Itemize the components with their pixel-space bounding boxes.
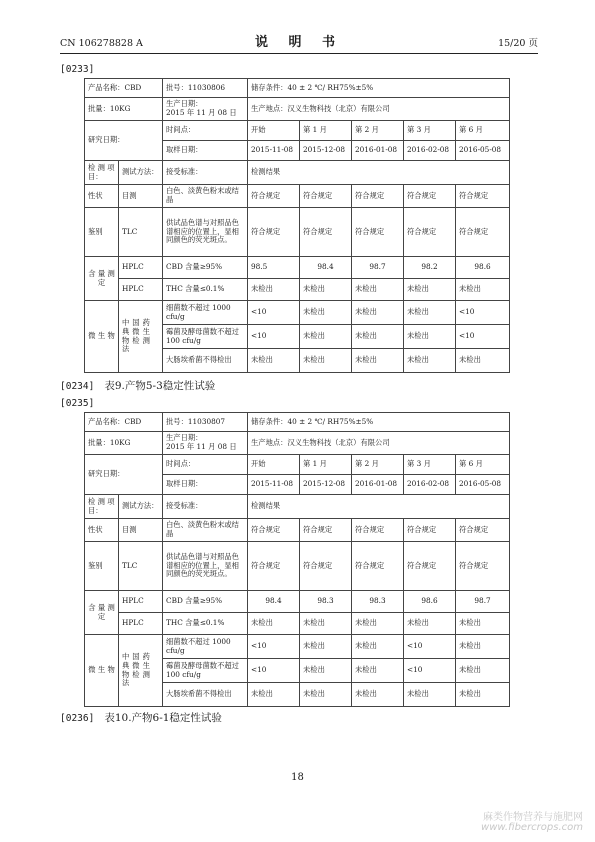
page-info: 15/20 页: [498, 38, 538, 49]
table-caption: 表10.产物6-1稳定性试验: [104, 712, 222, 724]
study-date-label: 研究日期：: [85, 121, 163, 161]
result-cell: 未检出: [352, 659, 404, 683]
appearance-standard: 白色、淡黄色粉末或结晶: [163, 185, 248, 208]
result-cell: 未检出: [248, 613, 300, 635]
result-cell: 符合规定: [300, 208, 352, 257]
result-cell: 未检出: [300, 635, 352, 659]
result-cell: 98.2: [404, 257, 456, 279]
page-header: [60, 30, 538, 54]
tlc-standard: 供试品色谱与对照品色谱相应的位置上，显相同颜色的荧光斑点。: [163, 208, 248, 257]
table-row: [85, 591, 510, 613]
sample-date-cell: 2015-12-08: [300, 141, 352, 161]
result-cell: 98.6: [404, 591, 456, 613]
page-number: 18: [291, 772, 304, 783]
thc-standard: THC 含量≤0.1%: [163, 279, 248, 301]
sample-date-cell: 2015-11-08: [248, 475, 300, 495]
sample-date-cell: 2016-02-08: [404, 475, 456, 495]
result-cell: 符合规定: [456, 519, 510, 542]
pharmacopoeia-method: 中国药典微生物检测法: [119, 301, 163, 373]
bacteria-standard: 细菌数不超过 1000 cfu/g: [163, 635, 248, 659]
table-row: [85, 432, 510, 455]
result-cell: 未检出: [300, 279, 352, 301]
batch-number-cell: 批号：11030806: [163, 79, 248, 98]
hplc-method: HPLC: [119, 257, 163, 279]
test-method-label: 测试方法：: [119, 495, 163, 519]
result-cell: 符合规定: [404, 185, 456, 208]
result-cell: 未检出: [300, 301, 352, 325]
result-cell: 符合规定: [352, 208, 404, 257]
table-row: [85, 121, 510, 141]
mold-standard: 霉菌及酵母菌数不超过 100 cfu/g: [163, 325, 248, 349]
production-date-cell: [163, 432, 248, 455]
test-result-label: 检测结果: [248, 161, 510, 185]
storage-condition-cell: 储存条件：40 ± 2 ℃/ RH75%±5%: [248, 413, 510, 432]
time-point-cell: 开始: [248, 455, 300, 475]
result-cell: 98.7: [352, 257, 404, 279]
study-date-label: 研究日期：: [85, 455, 163, 495]
result-cell: 符合规定: [248, 519, 300, 542]
production-location-cell: 生产地点：汉义生物科技（北京）有限公司: [248, 432, 510, 455]
result-cell: 符合规定: [300, 519, 352, 542]
identification-label: 鉴别: [85, 542, 119, 591]
identification-label: 鉴别: [85, 208, 119, 257]
result-cell: 符合规定: [352, 519, 404, 542]
result-cell: 未检出: [352, 301, 404, 325]
cbd-standard: CBD 含量≥95%: [163, 591, 248, 613]
result-cell: 未检出: [404, 301, 456, 325]
accept-standard-label: 接受标准：: [163, 495, 248, 519]
table-row: [85, 79, 510, 98]
table-row: [85, 161, 510, 185]
result-cell: 符合规定: [404, 519, 456, 542]
result-cell: 符合规定: [456, 185, 510, 208]
time-point-cell: 第 2 月: [352, 455, 404, 475]
paragraph-0233: [0233]: [60, 64, 95, 75]
tlc-method: TLC: [119, 542, 163, 591]
visual-method: 目测: [119, 185, 163, 208]
time-point-cell: 第 2 月: [352, 121, 404, 141]
ecoli-standard: 大肠埃希菌不得检出: [163, 683, 248, 707]
result-cell: 符合规定: [248, 542, 300, 591]
ecoli-standard: 大肠埃希菌不得检出: [163, 349, 248, 373]
result-cell: 未检出: [404, 613, 456, 635]
result-cell: 未检出: [300, 349, 352, 373]
result-cell: 未检出: [248, 279, 300, 301]
table-row: [85, 185, 510, 208]
table-row: [85, 635, 510, 659]
batch-number-cell: 批号：11030807: [163, 413, 248, 432]
result-cell: 未检出: [456, 349, 510, 373]
table-caption: 表9.产物5-3稳定性试验: [104, 380, 216, 392]
result-cell: 未检出: [300, 659, 352, 683]
test-result-label: 检测结果: [248, 495, 510, 519]
production-date-value: 2015 年 11 月 08 日: [166, 108, 237, 117]
result-cell: 未检出: [352, 325, 404, 349]
visual-method: 目测: [119, 519, 163, 542]
result-cell: 未检出: [456, 279, 510, 301]
table-row: [85, 519, 510, 542]
result-cell: 未检出: [404, 279, 456, 301]
stability-table-1: [84, 78, 510, 373]
result-cell: 符合规定: [300, 542, 352, 591]
time-point-cell: 第 3 月: [404, 455, 456, 475]
time-point-cell: 开始: [248, 121, 300, 141]
table-row: [85, 208, 510, 257]
result-cell: 符合规定: [248, 185, 300, 208]
paragraph-0235: [0235]: [60, 398, 95, 409]
sample-date-cell: 2016-01-08: [352, 475, 404, 495]
appearance-standard: 白色、淡黄色粉末或结晶: [163, 519, 248, 542]
production-date-cell: [163, 98, 248, 121]
hplc-method: HPLC: [119, 591, 163, 613]
result-cell: <10: [248, 325, 300, 349]
result-cell: <10: [248, 301, 300, 325]
sample-date-cell: 2015-11-08: [248, 141, 300, 161]
storage-condition-cell: 储存条件：40 ± 2 ℃/ RH75%±5%: [248, 79, 510, 98]
paragraph-number: [0236]: [60, 713, 95, 724]
time-point-cell: 第 3 月: [404, 121, 456, 141]
sample-date-cell: 2016-05-08: [456, 141, 510, 161]
production-location-cell: 生产地点：汉义生物科技（北京）有限公司: [248, 98, 510, 121]
accept-standard-label: 接受标准：: [163, 161, 248, 185]
pharmacopoeia-method: 中国药典微生物检测法: [119, 635, 163, 707]
time-point-label: 时间点：: [163, 455, 248, 475]
production-date-label: 生产日期：: [166, 433, 203, 443]
time-point-cell: 第 6 月: [456, 455, 510, 475]
result-cell: 未检出: [456, 635, 510, 659]
production-date-label: 生产日期：: [166, 99, 203, 109]
mold-standard: 霉菌及酵母菌数不超过 100 cfu/g: [163, 659, 248, 683]
production-date-value: 2015 年 11 月 08 日: [166, 442, 237, 451]
product-name-cell: 产品名称：CBD: [85, 413, 163, 432]
sample-date-cell: 2016-01-08: [352, 141, 404, 161]
result-cell: 未检出: [300, 683, 352, 707]
result-cell: 符合规定: [404, 542, 456, 591]
content-label: 含 量 测定: [85, 591, 119, 635]
result-cell: 98.6: [456, 257, 510, 279]
table-row: [85, 98, 510, 121]
time-point-cell: 第 1 月: [300, 121, 352, 141]
table-row: [85, 542, 510, 591]
product-name-cell: 产品名称：CBD: [85, 79, 163, 98]
result-cell: 符合规定: [456, 542, 510, 591]
patent-number: CN 106278828 A: [60, 38, 143, 49]
result-cell: 符合规定: [352, 542, 404, 591]
result-cell: 未检出: [404, 349, 456, 373]
stability-table-2: [84, 412, 510, 707]
sample-date-cell: 2016-02-08: [404, 141, 456, 161]
thc-standard: THC 含量≤0.1%: [163, 613, 248, 635]
result-cell: 未检出: [404, 325, 456, 349]
sample-date-label: 取样日期：: [163, 475, 248, 495]
batch-size-cell: 批量：10KG: [85, 432, 163, 455]
result-cell: 符合规定: [404, 208, 456, 257]
time-point-cell: 第 6 月: [456, 121, 510, 141]
result-cell: 98.5: [248, 257, 300, 279]
result-cell: 未检出: [456, 659, 510, 683]
microbe-label: 微 生 物: [85, 635, 119, 707]
result-cell: 未检出: [352, 683, 404, 707]
content-label: 含 量 测定: [85, 257, 119, 301]
cbd-standard: CBD 含量≥95%: [163, 257, 248, 279]
tlc-method: TLC: [119, 208, 163, 257]
time-point-cell: 第 1 月: [300, 455, 352, 475]
time-point-label: 时间点：: [163, 121, 248, 141]
watermark-url: www.fibercrops.com: [481, 822, 583, 833]
table-row: [85, 613, 510, 635]
sample-date-cell: 2015-12-08: [300, 475, 352, 495]
result-cell: 未检出: [248, 349, 300, 373]
result-cell: 98.4: [300, 257, 352, 279]
appearance-label: 性状: [85, 519, 119, 542]
result-cell: <10: [456, 301, 510, 325]
result-cell: 未检出: [352, 279, 404, 301]
result-cell: 未检出: [352, 635, 404, 659]
result-cell: 98.4: [248, 591, 300, 613]
result-cell: 98.3: [300, 591, 352, 613]
result-cell: <10: [456, 325, 510, 349]
result-cell: 未检出: [456, 683, 510, 707]
test-method-label: 测试方法：: [119, 161, 163, 185]
result-cell: 未检出: [352, 613, 404, 635]
result-cell: 符合规定: [300, 185, 352, 208]
table-row: [85, 279, 510, 301]
result-cell: 未检出: [352, 349, 404, 373]
result-cell: 未检出: [248, 683, 300, 707]
result-cell: 未检出: [404, 683, 456, 707]
result-cell: 98.3: [352, 591, 404, 613]
caption-0236: [60, 710, 222, 725]
result-cell: 符合规定: [248, 208, 300, 257]
table-row: [85, 301, 510, 325]
document-title: 说 明 书: [254, 35, 344, 50]
microbe-label: 微 生 物: [85, 301, 119, 373]
test-item-label: 检 测 项目：: [85, 161, 119, 185]
hplc-method: HPLC: [119, 613, 163, 635]
tlc-standard: 供试品色谱与对照品色谱相应的位置上，显相同颜色的荧光斑点。: [163, 542, 248, 591]
result-cell: 未检出: [456, 613, 510, 635]
result-cell: <10: [248, 659, 300, 683]
result-cell: 98.7: [456, 591, 510, 613]
table-row: [85, 413, 510, 432]
result-cell: 未检出: [300, 325, 352, 349]
table-row: [85, 257, 510, 279]
caption-0234: [60, 378, 215, 393]
paragraph-number: [0234]: [60, 381, 95, 392]
hplc-method: HPLC: [119, 279, 163, 301]
appearance-label: 性状: [85, 185, 119, 208]
result-cell: <10: [404, 635, 456, 659]
watermark-text: 麻类作物营养与施肥网: [483, 812, 583, 823]
table-row: [85, 455, 510, 475]
sample-date-label: 取样日期：: [163, 141, 248, 161]
bacteria-standard: 细菌数不超过 1000 cfu/g: [163, 301, 248, 325]
result-cell: <10: [248, 635, 300, 659]
batch-size-cell: 批量：10KG: [85, 98, 163, 121]
sample-date-cell: 2016-05-08: [456, 475, 510, 495]
result-cell: <10: [404, 659, 456, 683]
result-cell: 符合规定: [456, 208, 510, 257]
result-cell: 未检出: [300, 613, 352, 635]
test-item-label: 检 测 项目：: [85, 495, 119, 519]
table-row: [85, 495, 510, 519]
result-cell: 符合规定: [352, 185, 404, 208]
